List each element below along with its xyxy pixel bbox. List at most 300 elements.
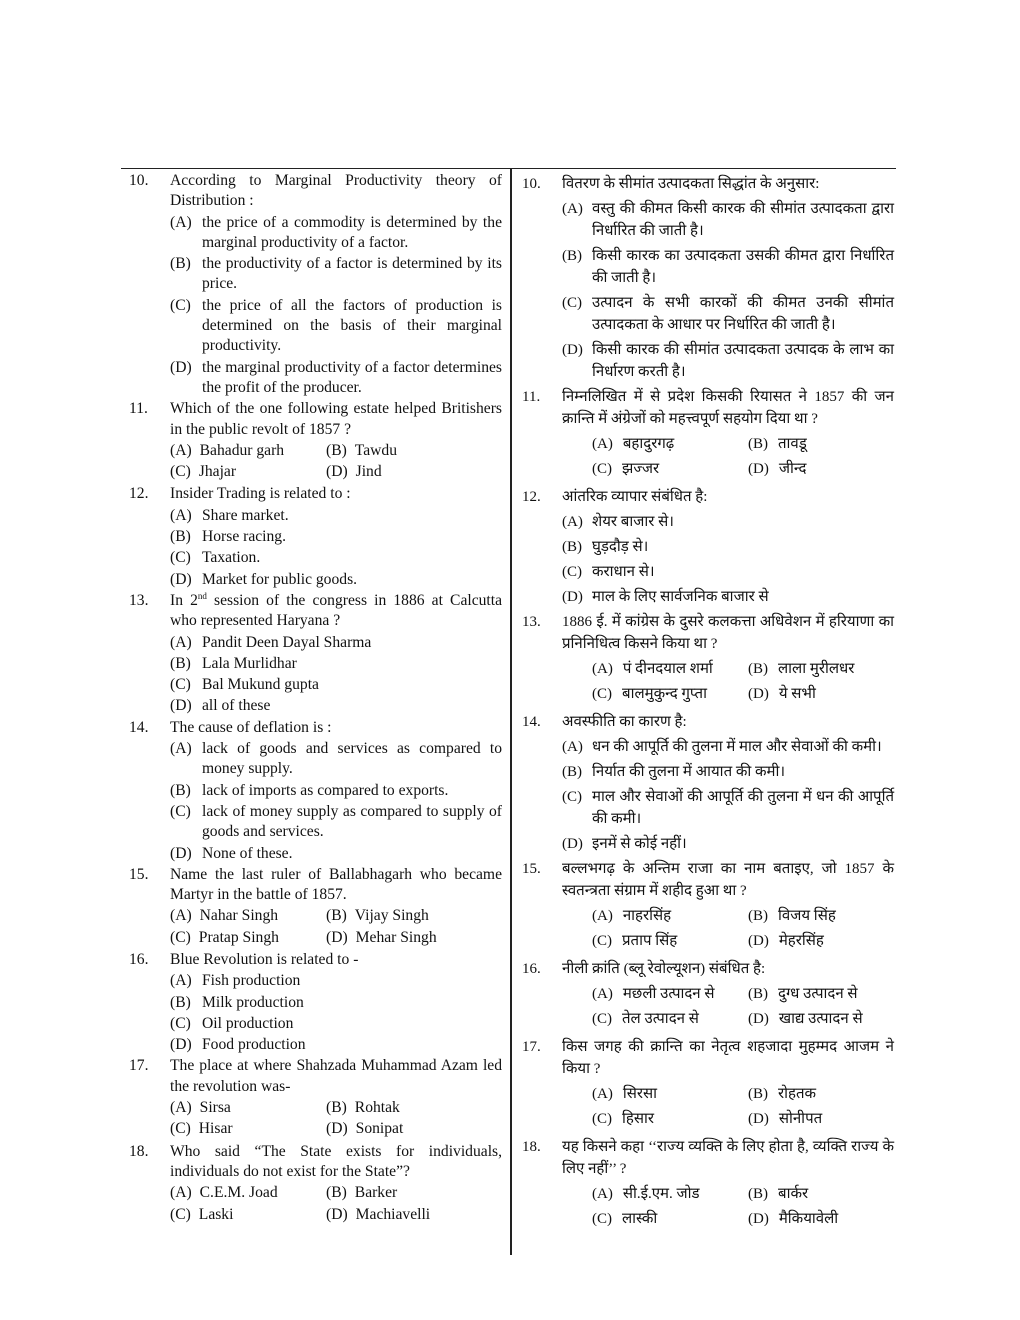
question-text-body: The cause of deflation is : xyxy=(170,718,332,736)
option-text: धन की आपूर्ति की तुलना में माल और सेवाओं की कमी। xyxy=(592,739,882,755)
question-number: 17. xyxy=(522,1039,541,1055)
option-text: किसी कारक की सीमांत उत्पादकता उत्पादक के लाभ का निर्धारण करती है। xyxy=(592,342,894,380)
option-label: (D) xyxy=(170,1036,192,1054)
question-hindi-10 xyxy=(518,173,894,383)
question-english-18 xyxy=(122,1142,502,1226)
option-label: (B) xyxy=(562,248,582,264)
option xyxy=(326,1098,502,1118)
option-label: (C) xyxy=(170,1120,191,1138)
question-hindi-14 xyxy=(518,711,894,855)
option-label: (C) xyxy=(170,1014,191,1032)
option xyxy=(562,761,894,783)
option xyxy=(718,983,894,1005)
option-label: (A) xyxy=(170,633,192,651)
option-text: मछली उत्पादन से xyxy=(622,986,715,1002)
option-label: (B) xyxy=(748,986,768,1002)
option-label: (C) xyxy=(170,549,191,567)
option xyxy=(562,245,894,289)
option-label: (C) xyxy=(170,463,191,481)
option xyxy=(562,983,718,1005)
question-text-body: यह किसने कहा ‘‘राज्य व्यक्ति के लिए होता है, व्यक्ति राज्य के लिए नहीं’’ ? xyxy=(562,1139,894,1177)
options xyxy=(170,213,502,399)
option-label: (D) xyxy=(748,686,769,702)
question-hindi-13 xyxy=(518,611,894,708)
options xyxy=(562,905,894,955)
option-text: Tawdu xyxy=(354,441,398,459)
option xyxy=(718,930,894,952)
option-text: लाला मुरीलधर xyxy=(778,661,855,677)
option-label: (B) xyxy=(326,441,347,459)
option-text: माल और सेवाओं की आपूर्ति की तुलना में धन की आपूर्ति की कमी। xyxy=(592,789,894,827)
option-text: Taxation. xyxy=(202,549,261,567)
option-text: all of these xyxy=(202,697,271,715)
option-text: तेल उत्पादन से xyxy=(622,1011,699,1027)
option xyxy=(562,198,894,242)
question-text xyxy=(562,858,894,902)
option-text: the productivity of a factor is determined by its price. xyxy=(202,255,502,293)
option xyxy=(562,1083,718,1105)
option xyxy=(326,906,502,926)
option xyxy=(562,1208,718,1230)
option-label: (D) xyxy=(170,570,192,588)
option-text: खाद्य उत्पादन से xyxy=(778,1011,863,1027)
option-text: Jind xyxy=(355,463,382,481)
question-number: 10. xyxy=(522,176,541,192)
option-text: मेहरसिंह xyxy=(778,933,824,949)
options xyxy=(562,736,894,855)
option xyxy=(718,1183,894,1205)
option-text: जीन्द xyxy=(778,461,807,477)
option-label: (D) xyxy=(170,697,192,715)
option xyxy=(170,654,502,674)
option-text: Sonipat xyxy=(355,1120,404,1138)
question-text xyxy=(562,711,894,733)
question-text xyxy=(562,611,894,655)
question-english-13 xyxy=(122,591,502,717)
option-text: Market for public goods. xyxy=(202,570,358,588)
question-text xyxy=(562,958,894,980)
top-rule xyxy=(121,168,896,169)
option-text: मैकियावेली xyxy=(778,1211,839,1227)
option-label: (C) xyxy=(592,461,612,477)
option-label: (B) xyxy=(170,255,191,273)
option-text: दुग्ध उत्पादन से xyxy=(778,986,858,1002)
options xyxy=(170,971,502,1055)
option-text: Machiavelli xyxy=(355,1205,431,1223)
option xyxy=(170,570,502,590)
option-label: (D) xyxy=(562,836,583,852)
question-text-body: Who said “The State exists for individuals, individuals do not exist for the State”? xyxy=(170,1142,502,1180)
option-label: (A) xyxy=(592,1186,613,1202)
question-number: 12. xyxy=(129,485,149,503)
option-label: (B) xyxy=(748,436,768,452)
option-text: Rohtak xyxy=(354,1099,400,1117)
option-text: पं दीनदयाल शर्मा xyxy=(622,661,713,677)
option-label: (C) xyxy=(562,789,582,805)
option xyxy=(718,1083,894,1105)
option-text: Milk production xyxy=(202,993,304,1011)
option-text: नाहरसिंह xyxy=(622,908,672,924)
option-label: (D) xyxy=(748,1011,769,1027)
question-text xyxy=(562,486,894,508)
option xyxy=(562,1108,718,1130)
option-label: (D) xyxy=(326,1120,348,1138)
question-hindi-16 xyxy=(518,958,894,1033)
option xyxy=(718,658,894,680)
option-text: the marginal productivity of a factor determines the profit of the producer. xyxy=(202,358,502,396)
option xyxy=(170,971,502,991)
option xyxy=(562,1183,718,1205)
question-number: 11. xyxy=(522,389,541,405)
option-label: (B) xyxy=(170,993,191,1011)
question-number: 16. xyxy=(522,961,541,977)
option-label: (A) xyxy=(592,436,613,452)
question-number: 14. xyxy=(129,718,149,736)
option-text: लास्की xyxy=(622,1211,658,1227)
question-text-body: Name the last ruler of Ballabhagarh who became Martyr in the battle of 1857. xyxy=(170,865,502,904)
option-label: (B) xyxy=(326,1099,347,1117)
question-english-10 xyxy=(122,171,502,398)
question-hindi-15 xyxy=(518,858,894,955)
option-text: Oil production xyxy=(202,1014,294,1032)
option-label: (C) xyxy=(170,296,191,314)
option-label: (C) xyxy=(592,1111,612,1127)
option-text: निर्यात की तुलना में आयात की कमी। xyxy=(592,764,786,780)
option xyxy=(718,1108,894,1130)
option-text: the price of all the factors of production is determined on the basis of their marginal productivity. xyxy=(202,296,502,355)
question-text xyxy=(170,399,502,440)
option-text: Food production xyxy=(202,1036,306,1054)
option xyxy=(562,561,894,583)
question-number: 10. xyxy=(129,172,149,189)
option xyxy=(170,1014,502,1034)
question-text xyxy=(170,1142,502,1183)
option xyxy=(170,844,502,864)
option-label: (A) xyxy=(592,908,613,924)
option-text: the price of a commodity is determined by the marginal productivity of a factor. xyxy=(202,213,502,251)
option xyxy=(326,1183,502,1203)
question-text-body: नीली क्रांति (ब्लू रेवोल्यूशन) संबंधित है: xyxy=(562,961,766,977)
option-label: (A) xyxy=(562,201,583,217)
option xyxy=(170,1183,326,1203)
option xyxy=(326,1205,502,1225)
option-label: (C) xyxy=(592,1211,612,1227)
question-text-body: वितरण के सीमांत उत्पादकता सिद्धांत के अनुसार: xyxy=(562,176,820,192)
option-text: रोहतक xyxy=(778,1086,817,1102)
option-label: (C) xyxy=(170,1205,191,1223)
option xyxy=(562,930,718,952)
option-text: Bahadur garh xyxy=(199,441,285,459)
option-text: Vijay Singh xyxy=(354,907,429,925)
option-text: तावडू xyxy=(778,436,807,452)
option-text: हिसार xyxy=(622,1111,655,1127)
options xyxy=(562,983,894,1033)
option-text: बालमुकुन्द गुप्ता xyxy=(622,686,707,702)
option-text: Fish production xyxy=(202,972,301,990)
option-label: (D) xyxy=(170,844,192,862)
option-label: (A) xyxy=(170,1184,192,1202)
option-text: माल के लिए सार्वजनिक बाजार से xyxy=(592,589,769,605)
option-text: प्रताप सिंह xyxy=(622,933,678,949)
option xyxy=(718,433,894,455)
question-text xyxy=(170,950,502,970)
option xyxy=(562,736,894,758)
option xyxy=(170,1119,326,1139)
options xyxy=(170,1183,502,1226)
option-label: (C) xyxy=(170,802,191,820)
option-text: Pratap Singh xyxy=(198,928,279,946)
option xyxy=(562,833,894,855)
option-label: (B) xyxy=(170,654,191,672)
option-label: (A) xyxy=(170,740,192,758)
option xyxy=(718,683,894,705)
option-label: (B) xyxy=(326,1184,347,1202)
options xyxy=(170,906,502,949)
option xyxy=(562,458,718,480)
question-text xyxy=(562,1036,894,1080)
options xyxy=(170,739,502,864)
question-text-body: The place at where Shahzada Muhammad Azam led the revolution was- xyxy=(170,1057,502,1095)
options xyxy=(562,658,894,708)
option xyxy=(170,462,326,482)
option-text: बार्कर xyxy=(778,1186,809,1202)
option xyxy=(562,683,718,705)
option-label: (C) xyxy=(170,676,191,694)
question-text xyxy=(562,1136,894,1180)
option-label: (B) xyxy=(748,908,768,924)
option-text: Nahar Singh xyxy=(199,907,279,925)
option-label: (B) xyxy=(170,528,191,546)
option-text: शेयर बाजार से। xyxy=(592,514,674,530)
option-label: (A) xyxy=(170,907,192,925)
option-label: (C) xyxy=(170,928,191,946)
option-text: घुड़दौड़ से। xyxy=(592,539,649,555)
option xyxy=(170,358,502,399)
option-label: (D) xyxy=(748,1211,769,1227)
option-label: (D) xyxy=(326,928,348,946)
column-divider xyxy=(510,169,512,1255)
option-label: (A) xyxy=(562,739,583,755)
option xyxy=(170,548,502,568)
option xyxy=(170,906,326,926)
option-label: (C) xyxy=(592,933,612,949)
option xyxy=(326,928,502,948)
option-text: None of these. xyxy=(202,844,293,862)
options xyxy=(562,1183,894,1233)
option-text: Hisar xyxy=(198,1120,233,1138)
option xyxy=(170,527,502,547)
option xyxy=(170,1035,502,1055)
question-text-body: आंतरिक व्यापार संबंधित है: xyxy=(562,489,708,505)
question-number: 13. xyxy=(129,591,149,609)
option-text: झज्जर xyxy=(622,461,660,477)
question-text-body: 1886 ई. में कांग्रेस के दुसरे कलकत्ता अधिवेशन में हरियाणा का प्रनिनिधित्व किसने किया था ? xyxy=(562,614,894,652)
option xyxy=(170,739,502,780)
option-text: Pandit Deen Dayal Sharma xyxy=(202,633,372,651)
option-label: (A) xyxy=(592,986,613,1002)
option-text: lack of money supply as compared to supply of goods and services. xyxy=(202,802,502,841)
option xyxy=(170,633,502,653)
question-text-body: किस जगह की क्रान्ति का नेतृत्व शहजादा मुहम्मद आजम ने किया ? xyxy=(562,1039,894,1077)
option-text: इनमें से कोई नहीं। xyxy=(592,836,687,852)
option-label: (D) xyxy=(562,589,583,605)
option xyxy=(326,441,502,461)
option-label: (A) xyxy=(592,661,613,677)
option-label: (A) xyxy=(592,1086,613,1102)
option xyxy=(562,905,718,927)
option-label: (C) xyxy=(592,1011,612,1027)
option-label: (B) xyxy=(170,781,191,799)
question-number: 16. xyxy=(129,950,149,968)
option-text: कराधान से। xyxy=(592,564,655,580)
option-label: (D) xyxy=(748,461,769,477)
option-text: सिरसा xyxy=(622,1086,658,1102)
option xyxy=(562,1008,718,1030)
option-text: Share market. xyxy=(202,506,289,524)
option-text: lack of imports as compared to exports. xyxy=(202,781,449,799)
question-hindi-11 xyxy=(518,386,894,483)
option-label: (A) xyxy=(170,506,192,524)
question-text-body: Which of the one following estate helped Britishers in the public revolt of 1857 ? xyxy=(170,400,502,438)
option-label: (B) xyxy=(748,1186,768,1202)
option-label: (C) xyxy=(592,686,612,702)
question-text xyxy=(170,591,502,632)
option xyxy=(562,339,894,383)
option-label: (C) xyxy=(562,564,582,580)
question-hindi-17 xyxy=(518,1036,894,1133)
question-english-12 xyxy=(122,484,502,589)
option-text: Horse racing. xyxy=(202,528,286,546)
option xyxy=(562,292,894,336)
option-label: (A) xyxy=(170,972,192,990)
question-text xyxy=(562,386,894,430)
option xyxy=(170,254,502,295)
option-text: C.E.M. Joad xyxy=(199,1184,278,1202)
question-text-body: बल्लभगढ़ के अन्तिम राजा का नाम बताइए, जो 1857 के स्वतन्त्रता संग्राम में शहीद हुआ था ? xyxy=(562,861,894,899)
question-text xyxy=(170,718,502,738)
option xyxy=(170,675,502,695)
option-label: (A) xyxy=(170,1099,192,1117)
option xyxy=(562,536,894,558)
option-label: (B) xyxy=(562,764,582,780)
question-number: 14. xyxy=(522,714,541,730)
option-text: Sirsa xyxy=(199,1099,231,1117)
question-number: 18. xyxy=(522,1139,541,1155)
option-text: विजय सिंह xyxy=(778,908,836,924)
option xyxy=(170,993,502,1013)
option xyxy=(718,1208,894,1230)
option-text: किसी कारक का उत्पादकता उसकी कीमत द्वारा निर्धारित की जाती है। xyxy=(592,248,894,286)
options xyxy=(562,198,894,383)
question-text xyxy=(170,484,502,504)
question-text xyxy=(170,865,502,906)
option xyxy=(170,1205,326,1225)
option-text: Barker xyxy=(354,1184,398,1202)
option xyxy=(562,433,718,455)
english-column xyxy=(122,171,502,1227)
option xyxy=(170,781,502,801)
question-number: 15. xyxy=(522,861,541,877)
option xyxy=(718,458,894,480)
option-label: (D) xyxy=(748,1111,769,1127)
option-text: सी.ई.एम. जोड xyxy=(622,1186,700,1202)
options xyxy=(170,1098,502,1141)
question-english-16 xyxy=(122,950,502,1055)
option xyxy=(170,928,326,948)
superscript: nd xyxy=(197,590,207,601)
option xyxy=(170,1098,326,1118)
option-label: (A) xyxy=(170,441,192,459)
question-number: 13. xyxy=(522,614,541,630)
option-text: Laski xyxy=(198,1205,234,1223)
options xyxy=(170,506,502,590)
question-text-body: Insider Trading is related to : xyxy=(170,485,351,503)
option-label: (C) xyxy=(562,295,582,311)
question-english-11 xyxy=(122,399,502,483)
question-text xyxy=(170,171,502,212)
question-number: 11. xyxy=(129,400,148,418)
option xyxy=(170,441,326,461)
option-label: (B) xyxy=(562,539,582,555)
question-text-body: Blue Revolution is related to - xyxy=(170,950,359,968)
question-number: 17. xyxy=(129,1057,149,1075)
option-text: सोनीपत xyxy=(778,1111,823,1127)
option-label: (A) xyxy=(562,514,583,530)
option-label: (B) xyxy=(326,907,347,925)
option-label: (B) xyxy=(748,1086,768,1102)
options xyxy=(562,433,894,483)
option xyxy=(562,786,894,830)
option-label: (B) xyxy=(748,661,768,677)
options xyxy=(562,511,894,608)
hindi-column xyxy=(518,173,894,1236)
option xyxy=(562,586,894,608)
question-number: 15. xyxy=(129,865,149,883)
option-text: Bal Mukund gupta xyxy=(202,676,319,694)
question-hindi-12 xyxy=(518,486,894,608)
option-text: Jhajar xyxy=(198,463,237,481)
option-text: ये सभी xyxy=(778,686,816,702)
options xyxy=(562,1083,894,1133)
option xyxy=(562,658,718,680)
option-label: (D) xyxy=(562,342,583,358)
options xyxy=(170,633,502,717)
question-number: 18. xyxy=(129,1142,149,1160)
question-english-14 xyxy=(122,718,502,864)
question-english-15 xyxy=(122,865,502,949)
option-text: वस्तु की कीमत किसी कारक की सीमांत उत्पादकता द्वारा निर्धारित की जाती है। xyxy=(592,201,894,239)
question-hindi-18 xyxy=(518,1136,894,1233)
question-text-body: अवस्फीति का कारण है: xyxy=(562,714,687,730)
option-label: (D) xyxy=(326,1205,348,1223)
option-label: (D) xyxy=(170,358,192,376)
option xyxy=(170,802,502,843)
option-text: बहादुरगढ़ xyxy=(622,436,675,452)
option-text: उत्पादन के सभी कारकों की कीमत उनकी सीमांत उत्पादकता के आधार पर निर्धारित की जाती है। xyxy=(592,295,894,333)
question-number: 12. xyxy=(522,489,541,505)
option-text: Mehar Singh xyxy=(355,928,437,946)
option xyxy=(718,905,894,927)
option xyxy=(170,696,502,716)
option xyxy=(170,213,502,254)
question-english-17 xyxy=(122,1056,502,1140)
option xyxy=(326,1119,502,1139)
question-text xyxy=(562,173,894,195)
option xyxy=(718,1008,894,1030)
option-text: Lala Murlidhar xyxy=(202,654,297,672)
question-text-prefix: In 2 xyxy=(170,591,198,609)
option xyxy=(562,511,894,533)
